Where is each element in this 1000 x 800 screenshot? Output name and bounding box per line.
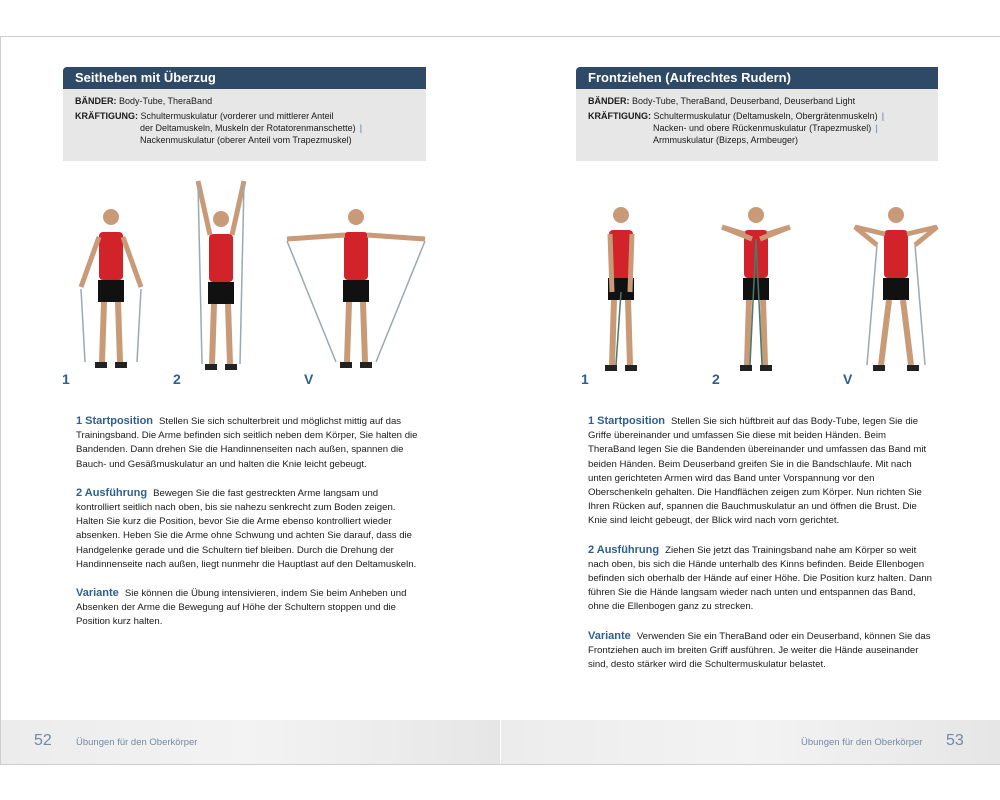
exercise-info-box [63,89,426,161]
baender-label: BÄNDER: [588,96,630,106]
section-heading: 1 Startposition [76,415,154,427]
separator-mark: | [881,111,885,121]
section-body: Stellen Sie sich hüftbreit auf das Body-Tube, legen Sie die Griffe übereinander und umfassen Sie diese mit beiden Händen. Beim TheraBand legen Sie die Bandenden übereinander und umfassen das Band mit beiden Händen. Beim Deuserband greifen Sie in die Bandschlaufe. Mit nach unten gerichteten Armen wird das Band unter Vorspannung vor den Oberschenkeln gehalten. Die Handflächen zeigen zum Körper. Nun richten Sie Ihren Rücken auf, spannen die Bauchmuskulatur an und öffnen die Brust. Die Knie sind leicht gebeugt, der Blick wird nach vorn gerichtet. [588,416,927,527]
instruction-section [588,543,933,615]
page-number: 52 [34,732,52,749]
left-page [1,37,500,764]
footer-title: Übungen für den Oberkörper [76,737,198,748]
instruction-text [588,414,933,686]
kraeftigung-line: Schultermuskulatur (Deltamuskeln, Obergrätenmuskeln) [653,111,878,121]
exercise-photo-execution [186,177,256,387]
exercise-title: Seitheben mit Überzug [63,67,426,89]
exercise-photo-variant [281,177,431,387]
section-body: Bewegen Sie die fast gestreckten Arme langsam und kontrolliert seitlich nach oben, bis sie nahezu senkrecht zum Boden zeigen. Halten Sie kurz die Position, bevor Sie die Arme ebenso kontrolliert wieder absenken. Heben Sie die Arme ohne Schwung und achten Sie darauf, dass die Handgelenke gerade und die Schultern tief bleiben. Durch die Drehung der Handinnenseite nach außen, liegt nunmehr die Hauptlast auf den Deltamuskeln. [76,487,417,570]
baender-label: BÄNDER: [75,96,117,106]
section-body: Ziehen Sie jetzt das Trainingsband nahe am Körper so weit nach oben, bis sich die Hände unterhalb des Kinns befinden. Beide Ellenbogen befinden sich oberhalb der Hände auf einer Höhe. Die Position kurz halten. Dann führen Sie die Hände langsam wieder nach unten und entspannen das Band, ohne die Ellenbogen ganz zu strecken. [588,544,932,613]
separator-mark: | [875,123,878,133]
section-heading: 1 Startposition [588,415,666,427]
book-spread [0,36,1000,765]
kraeftigung-line: Nackenmuskulatur (oberer Anteil vom Trapezmuskel) [140,135,352,145]
section-heading: 2 Ausführung [588,543,660,556]
section-heading: Variante [588,629,631,642]
instruction-section [76,586,421,630]
baender-value: Body-Tube, TheraBand, Deuserband, Deuserband Light [632,96,856,106]
exercise-info-box [576,89,938,161]
instruction-text [76,414,421,644]
kraeftigung-line: der Deltamuskeln, Muskeln der Rotatorenmanschette) [140,123,356,133]
section-heading: 2 Ausführung [76,486,148,499]
page-number: 53 [946,732,964,749]
exercise-photo-execution [716,197,796,387]
footer-title: Übungen für den Oberkörper [801,737,923,748]
photo-label-1: 1 [62,371,70,387]
instruction-section [76,414,421,472]
page-footer [501,720,1000,764]
section-body: Sie können die Übung intensivieren, indem Sie beim Anheben und Absenken der Arme die Bewegung auf Höhe der Schultern stoppen und die Position kurz halten. [76,588,407,628]
photo-label-variant: V [843,371,853,387]
photo-label-variant: V [304,371,314,387]
kraeftigung-label: KRÄFTIGUNG: [588,111,651,121]
exercise-title: Frontziehen (Aufrechtes Rudern) [576,67,938,89]
kraeftigung-line: Nacken- und obere Rückenmuskulatur (Trapezmuskel) [653,123,872,133]
photo-label-2: 2 [712,371,720,387]
right-page [501,37,1000,764]
exercise-photo-variant [851,197,941,387]
exercise-photo-start [586,197,656,387]
exercise-photo-start [71,177,151,387]
separator-mark: | [359,123,363,133]
section-heading: Variante [76,587,119,600]
baender-value: Body-Tube, TheraBand [119,96,213,106]
photo-label-2: 2 [173,371,181,387]
section-body: Verwenden Sie ein TheraBand oder ein Deuserband, können Sie das Frontziehen auch im breiten Griff ausführen. Je weiter die Hände auseinander sind, desto stärker wird die Schultermuskulatur belastet. [588,630,931,671]
photo-label-1: 1 [581,371,589,387]
kraeftigung-label: KRÄFTIGUNG: [75,111,138,121]
instruction-section [76,486,421,572]
kraeftigung-line: Schultermuskulatur (vorderer und mittlerer Anteil [140,111,334,121]
instruction-section [588,629,933,673]
instruction-section [588,414,933,529]
section-body: Stellen Sie sich schulterbreit und möglichst mittig auf das Trainingsband. Die Arme befinden sich seitlich neben dem Körper, Sie halten die Bandenden. Dann drehen Sie die Handinnenseiten nach außen, spannen die Bauch- und Gesäßmuskulatur an und halten die Knie leicht gebeugt. [76,416,418,470]
kraeftigung-line: Armmuskulatur (Bizeps, Armbeuger) [653,135,799,145]
page-footer [1,720,500,764]
